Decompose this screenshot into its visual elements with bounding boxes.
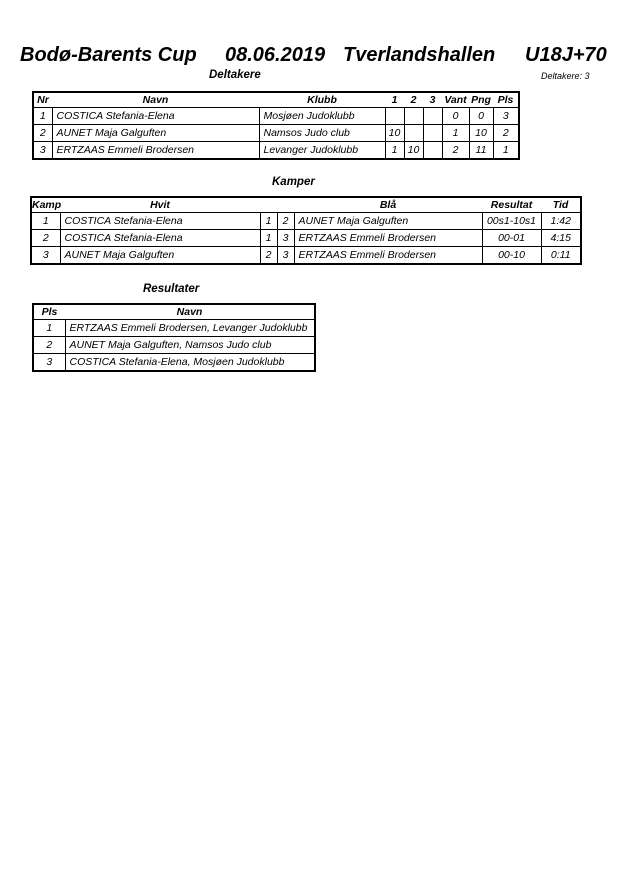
cell-kamp: 3 — [31, 247, 60, 265]
cell-pls: 2 — [33, 337, 65, 354]
cell-hvit-nr: 1 — [260, 213, 277, 230]
cell-vant: 1 — [442, 125, 469, 142]
col-png: Png — [469, 92, 493, 108]
cell-hvit: COSTICA Stefania-Elena — [60, 213, 260, 230]
cell-klubb: Levanger Judoklubb — [259, 142, 385, 160]
cell-round-3 — [423, 142, 442, 160]
cell-bla-nr: 2 — [277, 213, 294, 230]
cell-nr: 1 — [33, 108, 52, 125]
cell-round-2 — [404, 108, 423, 125]
participants-table — [32, 91, 520, 160]
cell-resultat: 00s1-10s1 — [482, 213, 541, 230]
cell-vant: 2 — [442, 142, 469, 160]
cell-tid: 1:42 — [541, 213, 581, 230]
table-row — [31, 247, 581, 265]
cell-pls: 1 — [33, 320, 65, 337]
cell-hvit-nr: 1 — [260, 230, 277, 247]
table-row — [31, 230, 581, 247]
cell-klubb: Namsos Judo club — [259, 125, 385, 142]
competition-date: 08.06.2019 — [225, 44, 326, 66]
results-table — [32, 303, 316, 372]
cell-hvit: COSTICA Stefania-Elena — [60, 230, 260, 247]
cell-nr: 2 — [33, 125, 52, 142]
matches-header-row — [31, 197, 581, 213]
col-vant: Vant — [442, 92, 469, 108]
table-row — [33, 354, 315, 372]
weight-category: U18J+70 — [525, 44, 607, 66]
results-header-row — [33, 304, 315, 320]
cell-navn: AUNET Maja Galguften, Namsos Judo club — [65, 337, 315, 354]
cell-resultat: 00-01 — [482, 230, 541, 247]
cell-png: 10 — [469, 125, 493, 142]
cell-navn: COSTICA Stefania-Elena — [52, 108, 259, 125]
cell-round-3 — [423, 108, 442, 125]
matches-heading: Kamper — [272, 176, 315, 188]
cell-navn: ERTZAAS Emmeli Brodersen — [52, 142, 259, 160]
matches-table — [30, 196, 582, 265]
table-row — [31, 213, 581, 230]
col-pls: Pls — [33, 304, 65, 320]
col-hvit: Hvit — [60, 197, 260, 213]
col-round-3: 3 — [423, 92, 442, 108]
cell-round-3 — [423, 125, 442, 142]
col-round-2: 2 — [404, 92, 423, 108]
cell-nr: 3 — [33, 142, 52, 160]
cell-round-1: 10 — [385, 125, 404, 142]
cell-tid: 4:15 — [541, 230, 581, 247]
table-row — [33, 108, 519, 125]
col-navn: Navn — [65, 304, 315, 320]
cell-bla-nr: 3 — [277, 247, 294, 265]
col-resultat: Resultat — [482, 197, 541, 213]
col-navn: Navn — [52, 92, 259, 108]
cell-round-1: 1 — [385, 142, 404, 160]
cell-navn: AUNET Maja Galguften — [52, 125, 259, 142]
cell-round-2: 10 — [404, 142, 423, 160]
table-row — [33, 320, 315, 337]
col-tid: Tid — [541, 197, 581, 213]
cell-png: 11 — [469, 142, 493, 160]
cell-kamp: 2 — [31, 230, 60, 247]
cell-bla-nr: 3 — [277, 230, 294, 247]
col-kamp: Kamp — [32, 199, 62, 211]
cell-bla: ERTZAAS Emmeli Brodersen — [294, 230, 482, 247]
participants-header-row — [33, 92, 519, 108]
participants-heading: Deltakere — [209, 69, 261, 81]
cell-round-1 — [385, 108, 404, 125]
table-row — [33, 125, 519, 142]
competition-name: Bodø-Barents Cup — [20, 44, 197, 66]
cell-bla: AUNET Maja Galguften — [294, 213, 482, 230]
cell-vant: 0 — [442, 108, 469, 125]
cell-hvit-nr: 2 — [260, 247, 277, 265]
cell-klubb: Mosjøen Judoklubb — [259, 108, 385, 125]
cell-round-2 — [404, 125, 423, 142]
col-pls: Pls — [493, 92, 519, 108]
cell-pls: 2 — [493, 125, 519, 142]
col-klubb: Klubb — [259, 92, 385, 108]
cell-tid: 0:11 — [541, 247, 581, 265]
table-row — [33, 337, 315, 354]
col-round-1: 1 — [385, 92, 404, 108]
cell-pls: 3 — [33, 354, 65, 372]
competition-venue: Tverlandshallen — [343, 44, 496, 66]
cell-pls: 1 — [493, 142, 519, 160]
cell-resultat: 00-10 — [482, 247, 541, 265]
cell-kamp: 1 — [31, 213, 60, 230]
cell-hvit: AUNET Maja Galguften — [60, 247, 260, 265]
cell-bla: ERTZAAS Emmeli Brodersen — [294, 247, 482, 265]
col-bla: Blå — [294, 197, 482, 213]
cell-pls: 3 — [493, 108, 519, 125]
table-row — [33, 142, 519, 160]
col-nr: Nr — [33, 92, 52, 108]
results-heading: Resultater — [143, 283, 200, 295]
cell-png: 0 — [469, 108, 493, 125]
cell-navn: COSTICA Stefania-Elena, Mosjøen Judoklubb — [65, 354, 315, 372]
participants-count: Deltakere: 3 — [541, 71, 590, 81]
cell-navn: ERTZAAS Emmeli Brodersen, Levanger Judoklubb — [65, 320, 315, 337]
